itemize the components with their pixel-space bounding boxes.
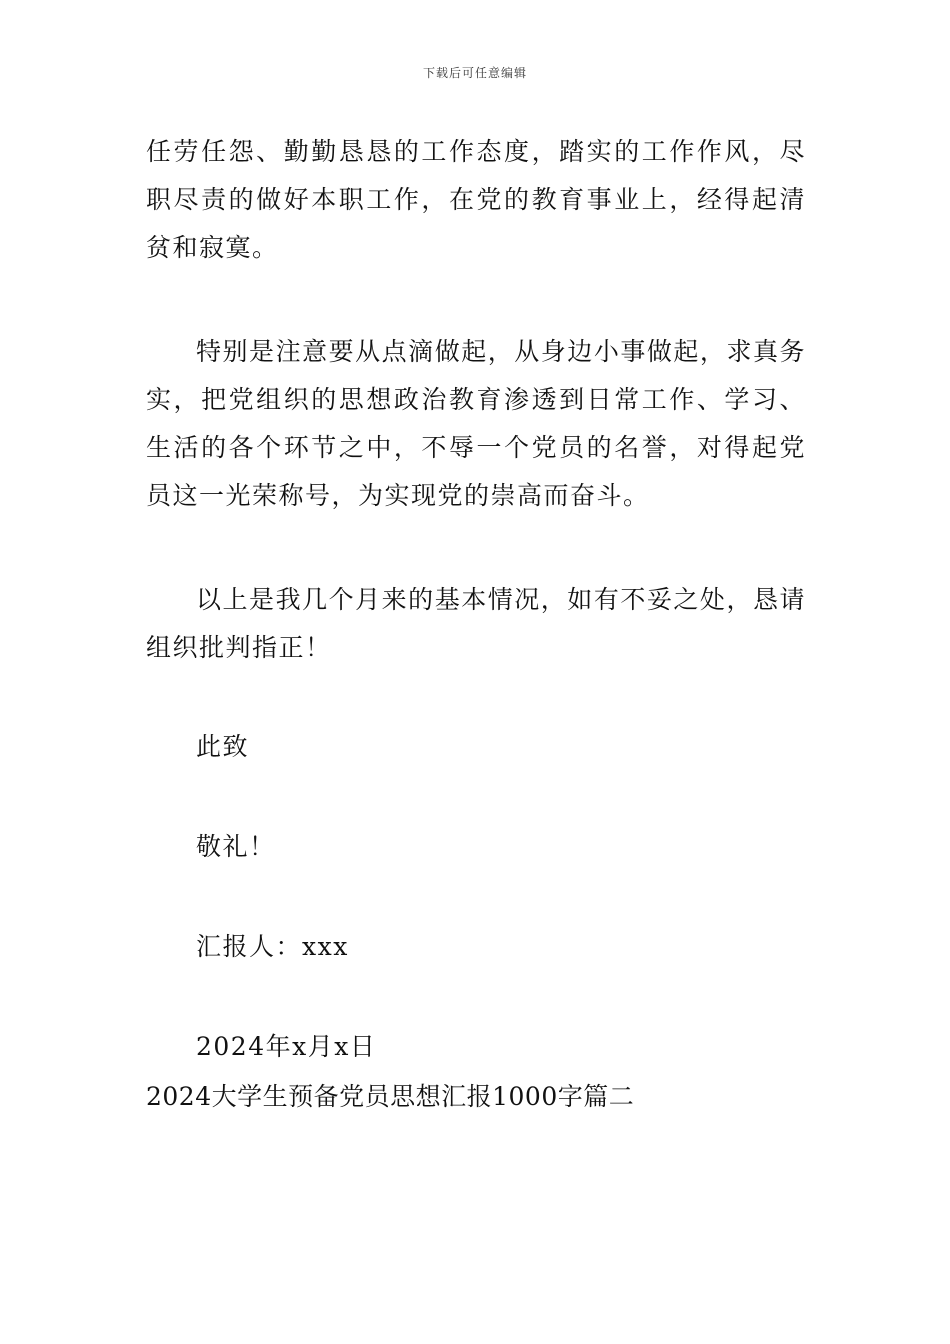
page-header: 下载后可任意编辑 [422, 66, 527, 80]
reporter-line: 汇报人：xxx [196, 932, 349, 961]
paragraph-text: 特别是注意要从点滴做起，从身边小事做起，求真务实，把党组织的思想政治教育渗透到日常工作、学习、生活的各个环节之中，不辱一个党员的名誉，对得起党员这一光荣称号，为实现党的崇高而奋斗。 [146, 337, 806, 510]
report-date: 2024年x月x日 [196, 1032, 377, 1061]
closing-respect: 敬礼！ [196, 832, 276, 861]
closing-salutation: 此致 [196, 732, 250, 761]
next-section-title: 2024大学生预备党员思想汇报1000字篇二 [146, 1082, 635, 1111]
paragraph-text: 以上是我几个月来的基本情况，如有不妥之处，恳请组织批判指正！ [146, 585, 806, 662]
paragraph-summary [146, 576, 806, 672]
paragraph-text: 任劳任怨、勤勤恳恳的工作态度，踏实的工作作风，尽职尽责的做好本职工作，在党的教育事业上，经得起清贫和寂寞。 [146, 137, 806, 262]
paragraph-continued [146, 128, 806, 272]
paragraph-details [146, 328, 806, 520]
